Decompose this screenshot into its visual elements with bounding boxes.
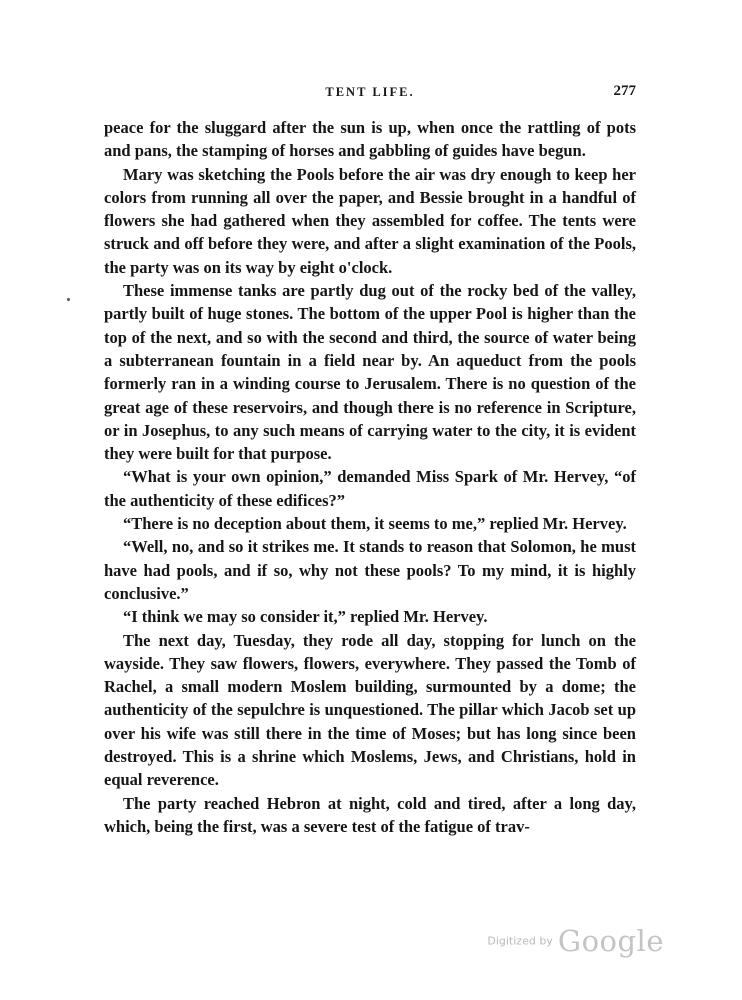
- paragraph: “What is your own opinion,” demanded Miss Spark of Mr. Hervey, “of the authenticity of these edifices?”: [104, 467, 636, 510]
- digitized-watermark: [487, 924, 664, 958]
- paragraph: The next day, Tuesday, they rode all day, stopping for lunch on the wayside. They saw flowers, flowers, everywhere. They passed the Tomb of Rachel, a small modern Moslem building, surmounted by a dome; the authenticity of the sepulchre is unquestioned. The pillar which Jacob set up over his wife was still there in the time of Moses; but has long since been destroyed. This is a shrine which Moslems, Jews, and Christians, hold in equal reverence.: [104, 630, 636, 790]
- paragraph: “I think we may so consider it,” replied Mr. Hervey.: [123, 607, 488, 627]
- paragraph: “There is no deception about them, it seems to me,” replied Mr. Hervey.: [123, 514, 627, 534]
- scan-speck: [67, 298, 70, 301]
- page-number: 277: [613, 83, 636, 99]
- running-head: TENT LIFE.: [325, 85, 415, 99]
- watermark-brand: Google: [557, 924, 664, 958]
- paragraph: The party reached Hebron at night, cold and tired, after a long day, which, being the first, was a severe test of the fatigue of trav-: [104, 793, 636, 836]
- page-header: [104, 85, 636, 109]
- body-text: [104, 116, 636, 838]
- paragraph: These immense tanks are partly dug out of the rocky bed of the valley, partly built of huge stones. The bottom of the upper Pool is higher than the top of the next, and so with the second and third, the source of water being a subterranean fountain in a field near by. An aqueduct from the pools formerly ran in a winding course to Jerusalem. There is no question of the great age of these reservoirs, and though there is no reference in Scripture, or in Josephus, to any such means of carrying water to the city, it is evident they were built for that purpose.: [104, 281, 636, 464]
- watermark-prefix: Digitized by: [487, 934, 553, 948]
- paragraph: “Well, no, and so it strikes me. It stands to reason that Solomon, he must have had pools, and if so, why not these pools? To my mind, it is highly conclusive.”: [104, 537, 636, 603]
- paragraph-continuation: peace for the sluggard after the sun is up, when once the rattling of pots and pans, the stamping of horses and gabbling of guides have begun.: [104, 118, 636, 161]
- paragraph: Mary was sketching the Pools before the air was dry enough to keep her colors from running all over the paper, and Bessie brought in a handful of flowers she had gathered when they assembled for coffee. The tents were struck and off before they were, and after a slight examination of the Pools, the party was on its way by eight o'clock.: [104, 164, 636, 277]
